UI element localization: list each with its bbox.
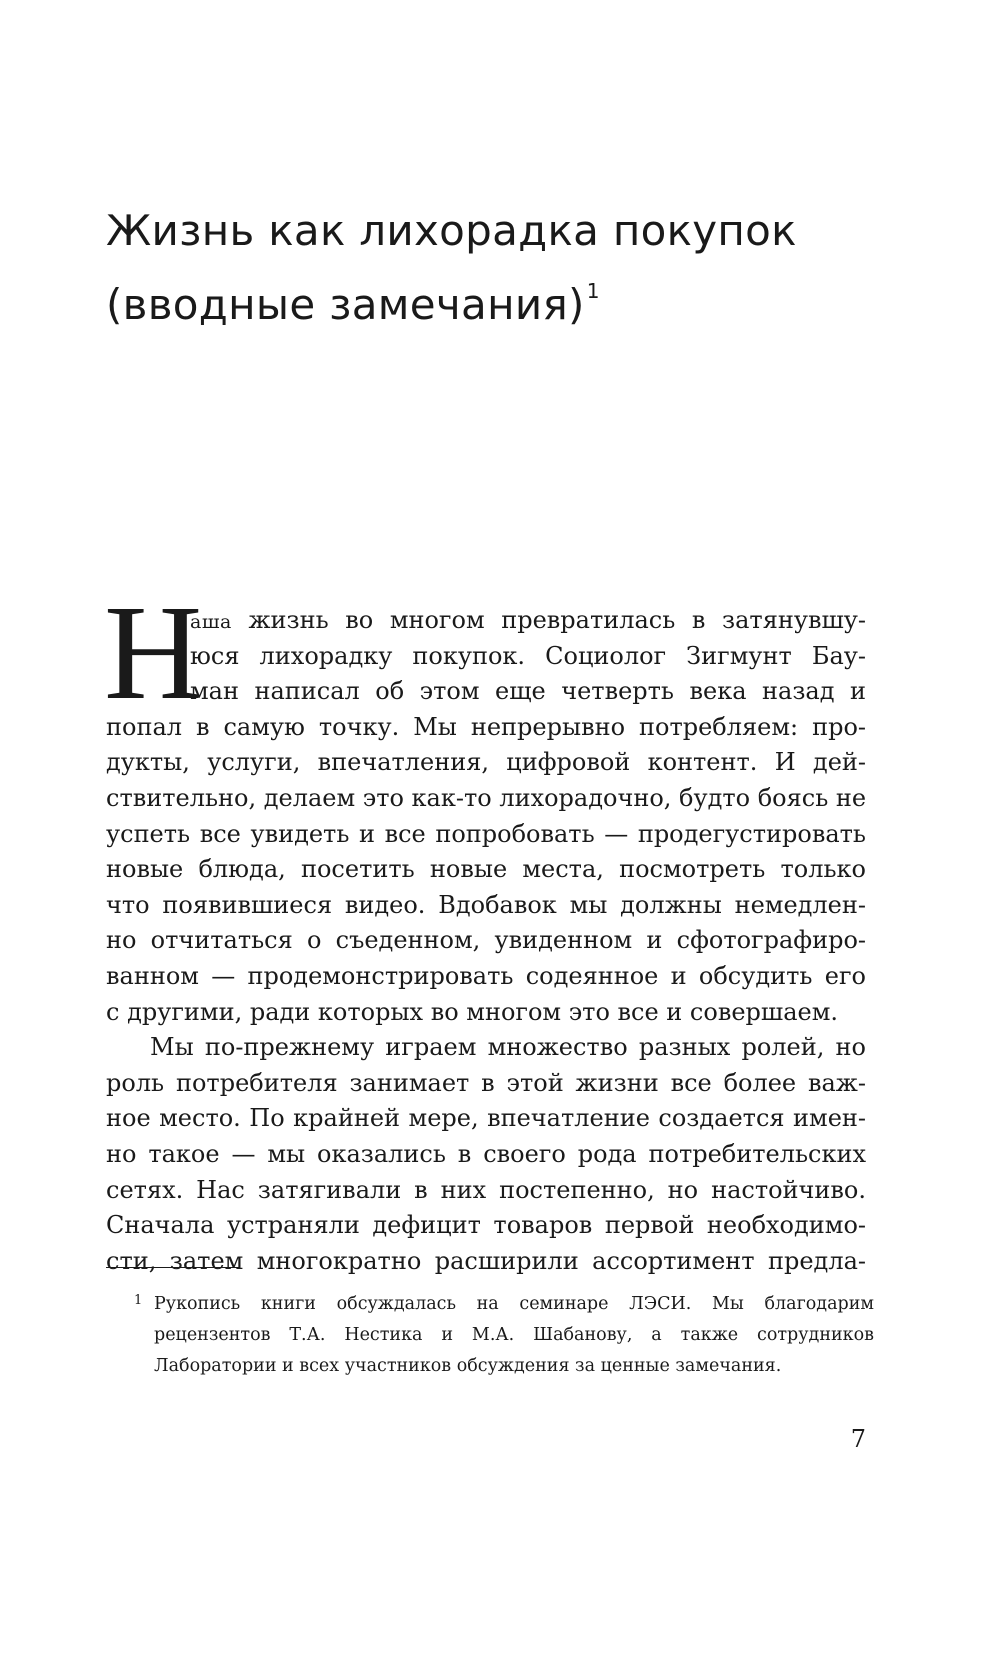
body-line-9: что появившиеся видео. Вдобавок мы должны немедлен- xyxy=(106,890,866,919)
drop-cap: Н xyxy=(104,578,203,728)
page-number: 7 xyxy=(850,1425,866,1453)
first-word-smallcaps: аша xyxy=(190,611,232,633)
body-line-6: ствительно, делаем это как-то лихорадочно, будто боясь не xyxy=(106,783,867,812)
footnote xyxy=(134,1289,874,1382)
body-line-18: Сначала устраняли дефицит товаров первой необходимо- xyxy=(106,1211,866,1240)
footnote-line-3: Лаборатории и всех участников обсуждения за ценные замечания. xyxy=(154,1356,782,1376)
body-line-1-text: жизнь во многом превратилась в затянувшу- xyxy=(248,606,866,634)
footnote-mark: 1 xyxy=(134,1293,143,1308)
body-line-15: ное место. По крайней мере, впечатление создается имен- xyxy=(106,1104,866,1133)
footnote-line-1 xyxy=(134,1289,874,1320)
chapter-title xyxy=(106,198,906,338)
body-line-12: с другими, ради которых во многом это все и совершаем. xyxy=(106,997,839,1026)
body-line-1 xyxy=(106,603,866,639)
body-line-2: юся лихорадку покупок. Социолог Зигмунт Бау- xyxy=(190,641,866,670)
footnote-divider xyxy=(106,1267,240,1268)
footnote-line-1-text: Рукопись книги обсуждалась на семинаре ЛЭСИ. Мы благодарим xyxy=(154,1294,874,1314)
body-line-5: дукты, услуги, впечатления, цифровой контент. И дей- xyxy=(106,748,866,777)
body-line-10: но отчитаться о съеденном, увиденном и сфотографиро- xyxy=(106,926,866,955)
body-line-16: но такое — мы оказались в своего рода потребительских xyxy=(106,1139,866,1168)
footnote-reference-mark[interactable]: 1 xyxy=(586,279,600,303)
body-line-19: сти, затем многократно расширили ассортимент предла- xyxy=(106,1246,866,1275)
footnote-line-2: рецензентов Т.А. Нестика и М.А. Шабанову, а также сотрудников xyxy=(154,1325,874,1345)
body-line-11: ванном — продемонстрировать содеянное и обсудить его xyxy=(106,961,866,990)
body-line-4: попал в самую точку. Мы непрерывно потребляем: про- xyxy=(106,712,866,741)
chapter-title-line-1: Жизнь как лихорадка покупок xyxy=(106,206,797,255)
body-line-3: ман написал об этом еще четверть века назад и xyxy=(190,677,866,706)
body-line-7: успеть все увидеть и все попробовать — продегустировать xyxy=(106,819,866,848)
chapter-title-line-2-text: (вводные замечания) xyxy=(106,280,585,329)
body-line-8: новые блюда, посетить новые места, посмотреть только xyxy=(106,855,866,884)
body-line-13: Мы по-прежнему играем множество разных ролей, но xyxy=(150,1033,866,1062)
body-text xyxy=(104,578,867,1279)
body-line-17: сетях. Нас затягивали в них постепенно, но настойчиво. xyxy=(106,1175,866,1204)
body-line-14: роль потребителя занимает в этой жизни все более важ- xyxy=(106,1068,866,1097)
chapter-title-line-2 xyxy=(106,264,906,338)
